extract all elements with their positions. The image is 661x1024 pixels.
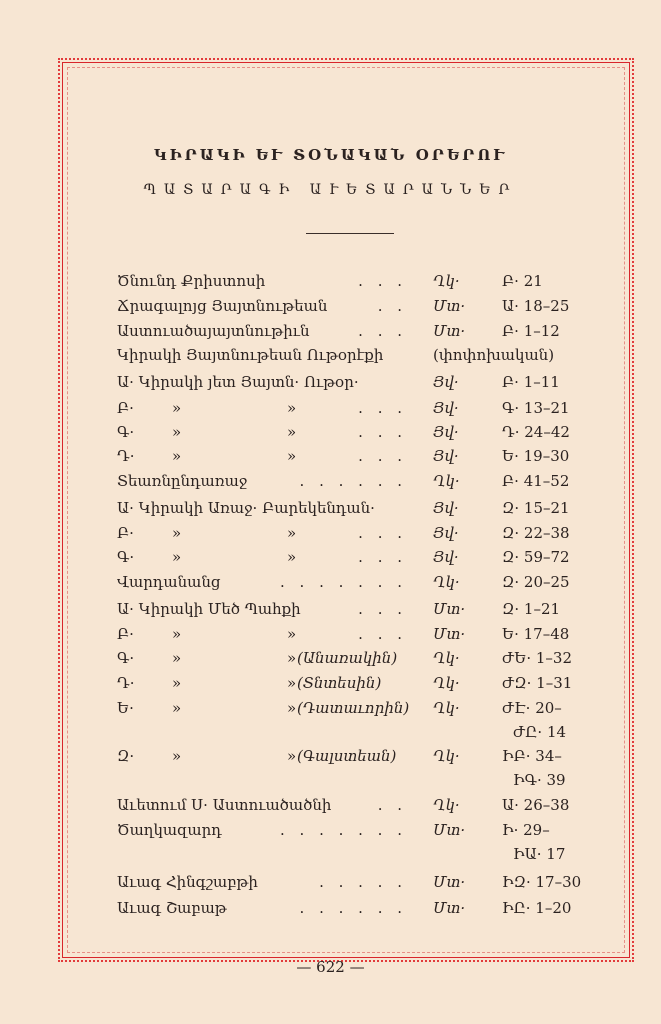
list-item [117, 445, 587, 467]
leader-dots: . . . [358, 625, 407, 643]
ditto-mark: » [172, 423, 182, 441]
verse-reference: Բ· 41–52 [502, 472, 570, 490]
list-item [117, 371, 587, 393]
list-item [117, 819, 587, 841]
verse-reference: ԻԶ· 17–30 [502, 873, 582, 891]
list-item [117, 647, 587, 669]
gospel-book: Մտ· [433, 899, 466, 917]
leader-dots: . . [377, 297, 407, 315]
verse-reference: Զ· 22–38 [502, 524, 570, 542]
leader-dots: . . . [358, 524, 407, 542]
verse-reference: ԻԸ· 1–20 [502, 899, 572, 917]
gospel-book: Ղկ· [433, 674, 460, 692]
feast-name: Դ· [117, 447, 135, 465]
feast-name: Դ· [117, 674, 135, 692]
feast-name: Գ· [117, 423, 135, 441]
list-item [117, 344, 587, 366]
ditto-mark: » [287, 548, 297, 566]
gospel-book: Ղկ· [433, 796, 460, 814]
list-item [117, 546, 587, 568]
page-number: — 622 — [296, 958, 365, 976]
verse-reference: Զ· 15–21 [502, 499, 570, 517]
verse-reference: Բ· 21 [502, 272, 543, 290]
gospel-book: Յվ· [433, 373, 459, 391]
feast-name: Կիրակի Յայտնութեան Ութօրէքի [117, 346, 384, 364]
feast-name: Ծաղկազարդ [117, 821, 222, 839]
gospel-book: Յվ· [433, 548, 459, 566]
list-item [117, 697, 587, 719]
gospel-book: Ղկ· [433, 573, 460, 591]
ditto-mark: » [287, 674, 297, 692]
feast-name: Զ· [117, 747, 135, 765]
verse-reference-continued: ԺԸ· 14 [513, 723, 567, 741]
ditto-mark: » [172, 548, 182, 566]
list-item [117, 672, 587, 694]
feast-subtitle: (Դատաւորին) [297, 699, 410, 717]
gospel-book: Յվ· [433, 399, 459, 417]
feast-name: Բ· [117, 399, 134, 417]
leader-dots: . . . . . . [299, 472, 407, 490]
ditto-mark: » [287, 447, 297, 465]
feast-name: Ա· Կիրակի Առաջ· Բարեկենդան· [117, 499, 375, 517]
list-item [117, 421, 587, 443]
page-title: ԿԻՐԱԿԻ ԵՒ ՏՕՆԱԿԱՆ ՕՐԵՐՈՒ [153, 146, 508, 164]
gospel-book: Մտ· [433, 322, 466, 340]
list-item-continuation [117, 721, 587, 743]
gospel-book: Ղկ· [433, 272, 460, 290]
feast-name: Ծնունդ Քրիստոսի [117, 272, 266, 290]
gospel-book: Ղկ· [433, 649, 460, 667]
feast-name: Աստուածայայտնութիւն [117, 322, 310, 340]
feast-name: Բ· [117, 524, 134, 542]
ditto-mark: » [172, 747, 182, 765]
leader-dots: . . . [358, 399, 407, 417]
ditto-mark: » [287, 747, 297, 765]
leader-dots: . . . [358, 322, 407, 340]
ditto-mark: » [287, 524, 297, 542]
gospel-book: (փոփոխական) [433, 346, 555, 364]
ditto-mark: » [172, 399, 182, 417]
ditto-mark: » [172, 625, 182, 643]
ditto-mark: » [172, 649, 182, 667]
verse-reference: Բ· 1–12 [502, 322, 560, 340]
feast-name: Ե· [117, 699, 134, 717]
list-item [117, 397, 587, 419]
feast-name: Ա· Կիրակի Մեծ Պահքի [117, 600, 301, 618]
ditto-mark: » [287, 649, 297, 667]
gospel-book: Ղկ· [433, 472, 460, 490]
feast-name: Աւետում Ս· Աստուածածնի [117, 796, 332, 814]
gospel-book: Մտ· [433, 625, 466, 643]
ditto-mark: » [287, 625, 297, 643]
verse-reference-continued: ԻԳ· 39 [513, 771, 566, 789]
verse-reference: Զ· 59–72 [502, 548, 570, 566]
gospel-book: Յվ· [433, 499, 459, 517]
gospel-book: Մտ· [433, 297, 466, 315]
verse-reference: Գ· 13–21 [502, 399, 570, 417]
gospel-book: Մտ· [433, 821, 466, 839]
leader-dots: . . . [358, 548, 407, 566]
feast-subtitle: (Տնտեսին) [297, 674, 382, 692]
list-item [117, 270, 587, 292]
ditto-mark: » [172, 524, 182, 542]
verse-reference: Զ· 20–25 [502, 573, 570, 591]
feast-name: Ա· Կիրակի յետ Յայտն· Ութօր· [117, 373, 359, 391]
list-item-continuation [117, 769, 587, 791]
list-item [117, 598, 587, 620]
ditto-mark: » [172, 674, 182, 692]
list-item [117, 897, 587, 919]
list-item [117, 320, 587, 342]
feast-name: Ճրագալոյց Յայտնութեան [117, 297, 328, 315]
verse-reference: Ա· 18–25 [502, 297, 570, 315]
feast-name: Տեառնընդառաջ [117, 472, 248, 490]
list-item [117, 794, 587, 816]
list-item [117, 295, 587, 317]
verse-reference: Դ· 24–42 [502, 423, 570, 441]
list-item [117, 571, 587, 593]
verse-reference: Ե· 17–48 [502, 625, 570, 643]
list-item [117, 623, 587, 645]
gospel-book: Ղկ· [433, 747, 460, 765]
leader-dots: . . . [358, 600, 407, 618]
leader-dots: . . . [358, 423, 407, 441]
title-divider [306, 233, 394, 234]
list-item [117, 470, 587, 492]
gospel-book: Մտ· [433, 873, 466, 891]
verse-reference: ԻԲ· 34– [502, 747, 562, 765]
leader-dots: . . . . . . . [280, 573, 407, 591]
feast-name: Գ· [117, 548, 135, 566]
feast-subtitle: (Անառակին) [297, 649, 398, 667]
gospel-book: Յվ· [433, 447, 459, 465]
feast-name: Աւագ Հինգշաբթի [117, 873, 258, 891]
list-item [117, 871, 587, 893]
feast-name: Բ· [117, 625, 134, 643]
feast-name: Գ· [117, 649, 135, 667]
list-item [117, 497, 587, 519]
gospel-book: Յվ· [433, 524, 459, 542]
leader-dots: . . [377, 796, 407, 814]
leader-dots: . . . . . [319, 873, 407, 891]
ditto-mark: » [287, 399, 297, 417]
ditto-mark: » [287, 423, 297, 441]
feast-name: Վարդանանց [117, 573, 221, 591]
leader-dots: . . . [358, 272, 407, 290]
leader-dots: . . . . . . . [280, 821, 407, 839]
verse-reference: ԺԷ· 20– [502, 699, 562, 717]
list-item [117, 745, 587, 767]
page-subtitle: ՊԱՏԱՐԱԳԻ ԱՒԵՏԱՐԱՆՆԵՐ [143, 182, 518, 198]
feast-name: Աւագ Շաբաթ [117, 899, 227, 917]
gospel-book: Ղկ· [433, 699, 460, 717]
gospel-book: Մտ· [433, 600, 466, 618]
verse-reference-continued: ԻԱ· 17 [513, 845, 566, 863]
verse-reference: ԺԵ· 1–32 [502, 649, 572, 667]
list-item-continuation [117, 843, 587, 865]
ditto-mark: » [287, 699, 297, 717]
ditto-mark: » [172, 447, 182, 465]
list-item [117, 522, 587, 544]
feast-subtitle: (Գալստեան) [297, 747, 397, 765]
verse-reference: Ի· 29– [502, 821, 550, 839]
verse-reference: ԺԶ· 1–31 [502, 674, 573, 692]
verse-reference: Բ· 1–11 [502, 373, 560, 391]
leader-dots: . . . . . . [299, 899, 407, 917]
gospel-book: Յվ· [433, 423, 459, 441]
verse-reference: Զ· 1–21 [502, 600, 561, 618]
verse-reference: Ա· 26–38 [502, 796, 570, 814]
verse-reference: Ե· 19–30 [502, 447, 570, 465]
leader-dots: . . . [358, 447, 407, 465]
ditto-mark: » [172, 699, 182, 717]
